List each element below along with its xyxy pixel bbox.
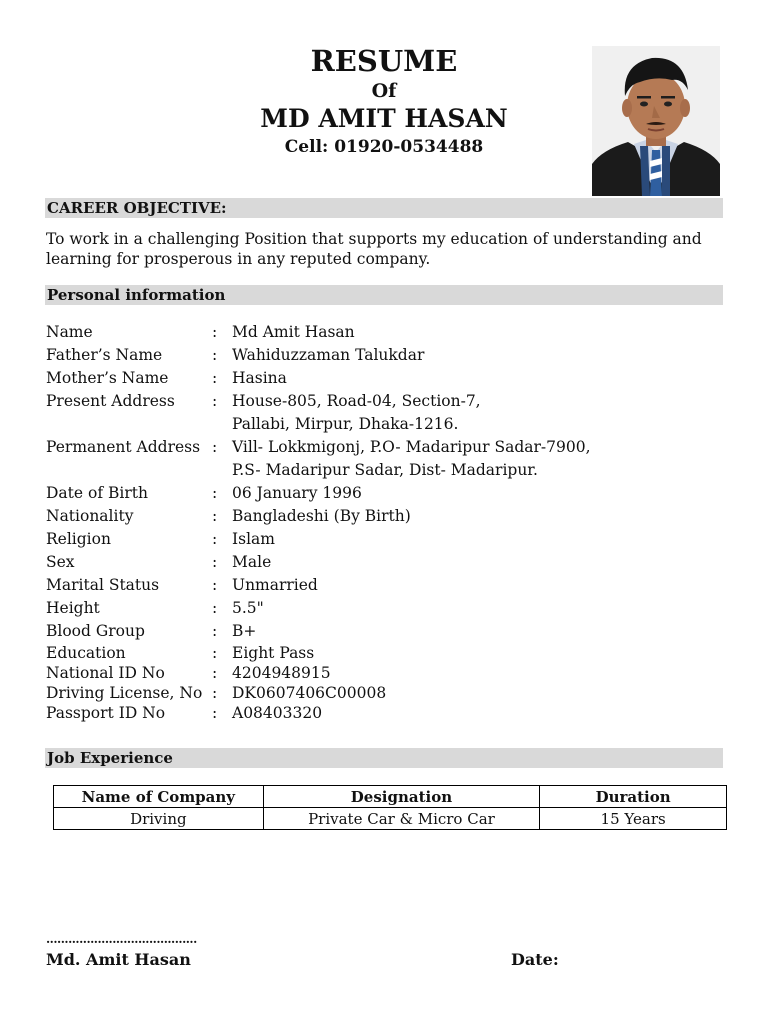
info-colon: : — [212, 346, 218, 364]
career-objective-heading: CAREER OBJECTIVE: — [45, 198, 723, 218]
info-colon: : — [212, 664, 218, 682]
info-colon: : — [212, 684, 218, 702]
info-label: Religion — [46, 530, 111, 548]
info-value: Hasina — [232, 369, 287, 387]
info-value: Unmarried — [232, 576, 318, 594]
info-value: Bangladeshi (By Birth) — [232, 507, 411, 525]
info-label: Height — [46, 599, 100, 617]
info-value: Islam — [232, 530, 275, 548]
info-colon: : — [212, 644, 218, 662]
info-colon: : — [212, 576, 218, 594]
cell-duration: 15 Years — [540, 808, 727, 830]
table-header-row — [54, 786, 727, 808]
table-row — [54, 808, 727, 830]
date-label: Date: — [511, 950, 559, 969]
job-experience-heading: Job Experience — [45, 748, 723, 768]
info-label: Driving License, No — [46, 684, 203, 702]
info-colon: : — [212, 438, 218, 456]
signature-line: ......................................... — [46, 932, 197, 946]
info-label: Nationality — [46, 507, 134, 525]
info-colon: : — [212, 622, 218, 640]
job-experience-table — [53, 785, 727, 830]
info-colon: : — [212, 392, 218, 410]
info-value: P.S- Madaripur Sadar, Dist- Madaripur. — [232, 461, 538, 479]
cell-designation: Private Car & Micro Car — [263, 808, 540, 830]
personal-info-heading: Personal information — [45, 285, 723, 305]
info-value: 4204948915 — [232, 664, 331, 682]
info-value: DK0607406C00008 — [232, 684, 387, 702]
info-colon: : — [212, 553, 218, 571]
info-label: Present Address — [46, 392, 175, 410]
info-value: 5.5" — [232, 599, 264, 617]
info-value: Md Amit Hasan — [232, 323, 355, 341]
column-header-designation: Designation — [263, 786, 540, 808]
info-label: Permanent Address — [46, 438, 201, 456]
info-value: Vill- Lokkmigonj, P.O- Madaripur Sadar-7900, — [232, 438, 591, 456]
info-label: Date of Birth — [46, 484, 148, 502]
info-colon: : — [212, 599, 218, 617]
info-label: Marital Status — [46, 576, 160, 594]
info-label: Passport ID No — [46, 704, 166, 722]
info-value: Pallabi, Mirpur, Dhaka-1216. — [232, 415, 459, 433]
info-value: Eight Pass — [232, 644, 315, 662]
column-header-company: Name of Company — [54, 786, 264, 808]
info-label: Father’s Name — [46, 346, 163, 364]
profile-photo — [592, 46, 720, 196]
cell-number: Cell: 01920-0534488 — [284, 137, 484, 157]
info-value: B+ — [232, 622, 257, 640]
info-colon: : — [212, 704, 218, 722]
info-label: Sex — [46, 553, 75, 571]
info-value: A08403320 — [232, 704, 323, 722]
title-of: Of — [371, 80, 397, 102]
info-label: Blood Group — [46, 622, 145, 640]
info-colon: : — [212, 323, 218, 341]
info-colon: : — [212, 369, 218, 387]
column-header-duration: Duration — [540, 786, 727, 808]
info-colon: : — [212, 530, 218, 548]
resume-title: RESUME — [310, 44, 458, 78]
cell-company: Driving — [54, 808, 264, 830]
info-value: 06 January 1996 — [232, 484, 362, 502]
info-value: Male — [232, 553, 272, 571]
info-label: Education — [46, 644, 126, 662]
signature-name: Md. Amit Hasan — [46, 950, 191, 969]
info-label: Name — [46, 323, 93, 341]
info-label: Mother’s Name — [46, 369, 169, 387]
info-value: House-805, Road-04, Section-7, — [232, 392, 481, 410]
info-colon: : — [212, 484, 218, 502]
candidate-name: MD AMIT HASAN — [260, 104, 508, 133]
info-colon: : — [212, 507, 218, 525]
info-value: Wahiduzzaman Talukdar — [232, 346, 425, 364]
career-objective-text: To work in a challenging Position that supports my education of understanding and learning for prosperous in any reputed company. — [46, 230, 702, 268]
info-label: National ID No — [46, 664, 165, 682]
